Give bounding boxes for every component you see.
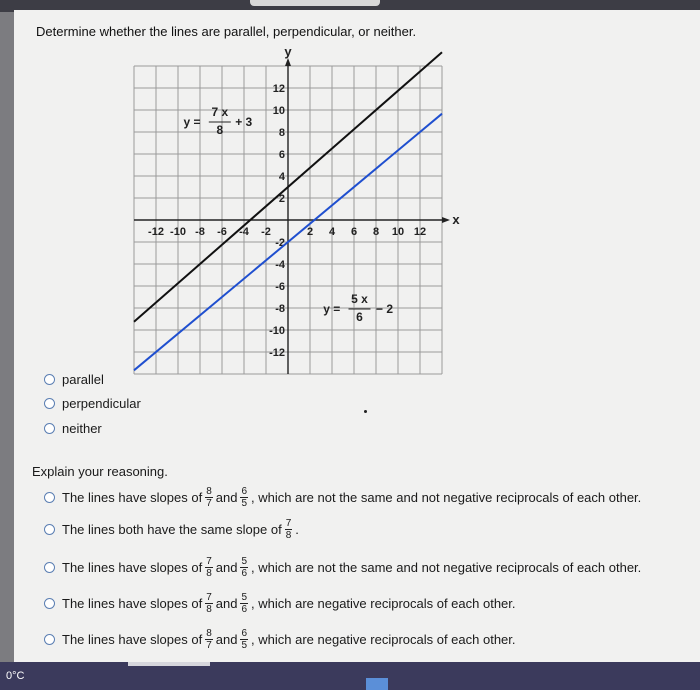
x-tick-label: -10 bbox=[170, 226, 186, 238]
fraction bbox=[205, 486, 213, 509]
radio-icon[interactable] bbox=[44, 634, 55, 645]
numerator: 8 bbox=[206, 628, 212, 639]
denominator: 8 bbox=[285, 530, 292, 541]
x-tick-label: 6 bbox=[350, 226, 358, 238]
x-tick-label: 2 bbox=[306, 226, 314, 238]
x-tick-label: -6 bbox=[217, 226, 227, 238]
y-arrow bbox=[285, 58, 291, 66]
option-label: perpendicular bbox=[62, 396, 141, 411]
reason-text: , which are not the same and not negative reciprocals of each other. bbox=[251, 560, 642, 575]
option-neither[interactable] bbox=[44, 421, 102, 436]
taskbar-tab[interactable] bbox=[128, 662, 210, 666]
equation-denominator: 8 bbox=[216, 123, 224, 137]
equation-numerator: 5 x bbox=[351, 292, 368, 306]
y-tick-label: -4 bbox=[275, 259, 285, 271]
denominator: 7 bbox=[206, 498, 212, 509]
equation-tail: − 2 bbox=[376, 302, 394, 316]
reason-text: and bbox=[215, 632, 238, 647]
reason-text: and bbox=[215, 560, 238, 575]
x-arrow bbox=[442, 217, 450, 223]
taskbar bbox=[0, 662, 700, 690]
y-tick-label: 6 bbox=[278, 149, 285, 161]
graph-tick-labels bbox=[148, 44, 460, 359]
numerator: 5 bbox=[241, 556, 248, 567]
y-tick-label: -12 bbox=[269, 347, 285, 359]
y-tick-label: 12 bbox=[272, 83, 285, 95]
y-tick-label: 2 bbox=[278, 193, 285, 205]
radio-icon[interactable] bbox=[44, 492, 55, 503]
reason-option[interactable] bbox=[44, 592, 516, 615]
reason-text: . bbox=[295, 522, 299, 537]
y-axis-label: y bbox=[284, 44, 292, 59]
radio-icon[interactable] bbox=[44, 398, 55, 409]
denominator: 5 bbox=[241, 640, 248, 651]
fraction bbox=[240, 628, 248, 651]
reason-option[interactable] bbox=[44, 518, 299, 541]
reason-text: The lines have slopes of bbox=[62, 490, 203, 505]
x-tick-label: -8 bbox=[195, 226, 205, 238]
fraction bbox=[240, 556, 248, 579]
fraction bbox=[240, 592, 248, 615]
denominator: 7 bbox=[206, 640, 212, 651]
reason-text: , which are not the same and not negative reciprocals of each other. bbox=[251, 490, 642, 505]
equation-y-label: y = bbox=[183, 115, 201, 129]
fraction bbox=[240, 486, 248, 509]
browser-tab[interactable] bbox=[250, 0, 380, 6]
reason-text: and bbox=[215, 490, 238, 505]
reason-option[interactable] bbox=[44, 556, 641, 579]
x-tick-label: 10 bbox=[391, 226, 405, 238]
radio-icon[interactable] bbox=[44, 598, 55, 609]
denominator: 8 bbox=[206, 568, 212, 579]
temperature-text: 0°C bbox=[6, 670, 25, 682]
denominator: 5 bbox=[241, 498, 248, 509]
y-tick-label: 8 bbox=[278, 127, 285, 139]
question-panel bbox=[14, 10, 700, 662]
reason-text: The lines have slopes of bbox=[62, 632, 203, 647]
numerator: 8 bbox=[206, 486, 212, 497]
radio-icon[interactable] bbox=[44, 423, 55, 434]
x-tick-label: -2 bbox=[261, 226, 271, 238]
explain-label: Explain your reasoning. bbox=[32, 464, 168, 479]
radio-icon[interactable] bbox=[44, 524, 55, 535]
cursor-dot bbox=[364, 410, 367, 413]
y-tick-label: -2 bbox=[275, 237, 285, 249]
app-icon[interactable] bbox=[366, 678, 388, 690]
reason-option[interactable] bbox=[44, 628, 516, 651]
equation-y-label: y = bbox=[323, 302, 341, 316]
x-axis-label: x bbox=[452, 212, 460, 227]
reason-text: The lines have slopes of bbox=[62, 560, 203, 575]
fraction bbox=[205, 628, 213, 651]
numerator: 6 bbox=[241, 628, 248, 639]
reason-text: , which are negative reciprocals of each other. bbox=[251, 632, 516, 647]
y-tick-label: -6 bbox=[275, 281, 285, 293]
reason-text: , which are negative reciprocals of each other. bbox=[251, 596, 516, 611]
numerator: 7 bbox=[206, 592, 212, 603]
reason-text: The lines have slopes of bbox=[62, 596, 203, 611]
fraction bbox=[285, 518, 293, 541]
x-tick-label: 4 bbox=[328, 226, 336, 238]
equation-denominator: 6 bbox=[356, 310, 363, 324]
x-tick-label: 12 bbox=[413, 226, 427, 238]
fraction bbox=[205, 592, 213, 615]
x-tick-label: -4 bbox=[239, 226, 249, 238]
coordinate-graph bbox=[118, 44, 460, 380]
reason-option[interactable] bbox=[44, 486, 641, 509]
option-label: neither bbox=[62, 421, 102, 436]
denominator: 6 bbox=[241, 604, 248, 615]
option-label: parallel bbox=[62, 372, 104, 387]
numerator: 5 bbox=[241, 592, 248, 603]
numerator: 7 bbox=[285, 518, 292, 529]
fraction bbox=[205, 556, 213, 579]
radio-icon[interactable] bbox=[44, 374, 55, 385]
y-tick-label: -8 bbox=[275, 303, 285, 315]
numerator: 7 bbox=[206, 556, 212, 567]
y-tick-label: 4 bbox=[278, 171, 285, 183]
y-tick-label: 10 bbox=[272, 105, 285, 117]
reason-text: The lines both have the same slope of bbox=[62, 522, 282, 537]
denominator: 6 bbox=[241, 568, 248, 579]
reason-text: and bbox=[215, 596, 238, 611]
question-text: Determine whether the lines are parallel, perpendicular, or neither. bbox=[36, 24, 417, 39]
option-parallel[interactable] bbox=[44, 372, 104, 387]
x-tick-label: 8 bbox=[372, 226, 380, 238]
equation-tail: + 3 bbox=[235, 115, 253, 129]
equation-numerator: 7 x bbox=[211, 105, 229, 119]
denominator: 8 bbox=[206, 604, 212, 615]
graph-axes bbox=[134, 58, 450, 374]
option-perpendicular[interactable] bbox=[44, 396, 141, 411]
x-tick-label: -12 bbox=[148, 226, 164, 238]
radio-icon[interactable] bbox=[44, 562, 55, 573]
y-tick-label: -10 bbox=[269, 325, 285, 337]
numerator: 6 bbox=[241, 486, 248, 497]
